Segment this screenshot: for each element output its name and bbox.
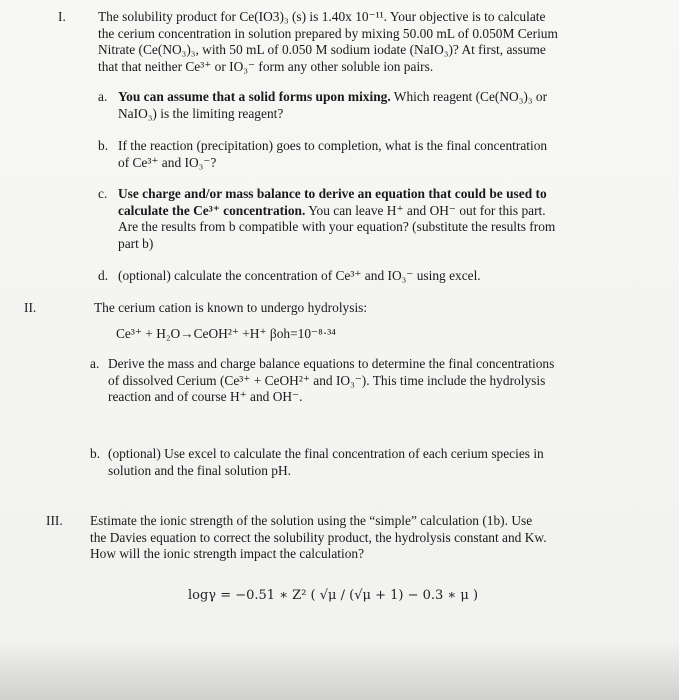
section-i-intro-line-1: The solubility product for Ce(IO3)₃ (s) is 1.40x 10⁻¹¹. Your objective is to calculate (98, 9, 546, 24)
question-i-c-label: c. (98, 186, 108, 201)
section-i-intro-line-2: the cerium concentration in solution prepared by mixing 50.00 mL of 0.050M Cerium (98, 25, 558, 41)
question-ii-b-label: b. (90, 446, 101, 461)
section-iii-line-2: the Davies equation to correct the solubility product, the hydrolysis constant and Kw. (90, 529, 547, 545)
question-i-c-line-3: Are the results from b compatible with your equation? (substitute the results from (118, 219, 556, 235)
question-ii-a-label: a. (90, 356, 100, 371)
question-i-c-line-2-bold: calculate the Ce³⁺ concentration. (118, 202, 306, 218)
question-ii-b-line-2: solution and the final solution pH. (108, 462, 291, 478)
section-iii-numeral: III. (46, 513, 63, 528)
section-ii-intro: The cerium cation is known to undergo hydrolysis: (94, 300, 368, 315)
question-ii-a-line-1: Derive the mass and charge balance equations to determine the final concentrations (108, 356, 555, 371)
question-ii-b-line-1: (optional) Use excel to calculate the final concentration of each cerium species in (108, 446, 544, 461)
question-i-c (118, 186, 618, 252)
question-i-b-line-1: If the reaction (precipitation) goes to completion, what is the final concentration (118, 138, 548, 153)
section-ii-numeral: II. (24, 300, 37, 315)
question-i-b-line-2: of Ce³⁺ and IO₃⁻? (118, 154, 217, 170)
question-i-c-line-2-rest: You can leave H⁺ and OH⁻ out for this part. (305, 202, 546, 218)
question-i-c-line-1: Use charge and/or mass balance to derive an equation that could be used to (118, 186, 547, 201)
question-i-a-rest: Which reagent (Ce(NO₃)₃ or (390, 89, 548, 104)
section-iii-line-3: How will the ionic strength impact the calculation? (90, 546, 365, 562)
davies-equation: logγ = −0.51 ∗ Z² ( √μ / (√μ + 1) − 0.3 ∗ μ ) (188, 588, 479, 603)
question-i-d-label: d. (98, 268, 109, 283)
question-i-a-label: a. (98, 89, 108, 104)
question-i-b-label: b. (98, 138, 109, 153)
question-ii-a-line-3: reaction and of course H⁺ and OH⁻. (108, 389, 303, 405)
section-iii-line-1: Estimate the ionic strength of the solution using the “simple” calculation (1b). Use (90, 513, 533, 528)
hydrolysis-reaction: Ce³⁺ + H₂O→CeOH²⁺ +H⁺ βoh=10⁻⁸·³⁴ (116, 326, 336, 341)
question-i-b (118, 138, 618, 171)
question-i-a-bold: You can assume that a solid forms upon mixing. (118, 89, 391, 104)
page-shadow (0, 640, 679, 700)
section-iii-text (90, 513, 610, 563)
section-i-intro-line-4: that that neither Ce³⁺ or IO₃⁻ form any other soluble ion pairs. (98, 58, 434, 74)
section-i-intro (98, 9, 618, 75)
question-i-a (118, 89, 618, 122)
question-i-c-line-4: part b) (118, 235, 154, 251)
question-ii-a-line-2: of dissolved Cerium (Ce³⁺ + CeOH²⁺ and IO₃⁻). This time include the hydrolysis (108, 372, 546, 388)
section-i-intro-line-3: Nitrate (Ce(NO₃)₃, with 50 mL of 0.050 M sodium iodate (NaIO₃)? At first, assume (98, 42, 546, 58)
question-i-a-line-2: NaIO₃) is the limiting reagent? (118, 105, 284, 121)
question-i-d: (optional) calculate the concentration of Ce³⁺ and IO₃⁻ using excel. (118, 268, 481, 283)
section-i-numeral: I. (58, 9, 66, 24)
question-ii-a (108, 356, 618, 406)
question-ii-b (108, 446, 618, 479)
